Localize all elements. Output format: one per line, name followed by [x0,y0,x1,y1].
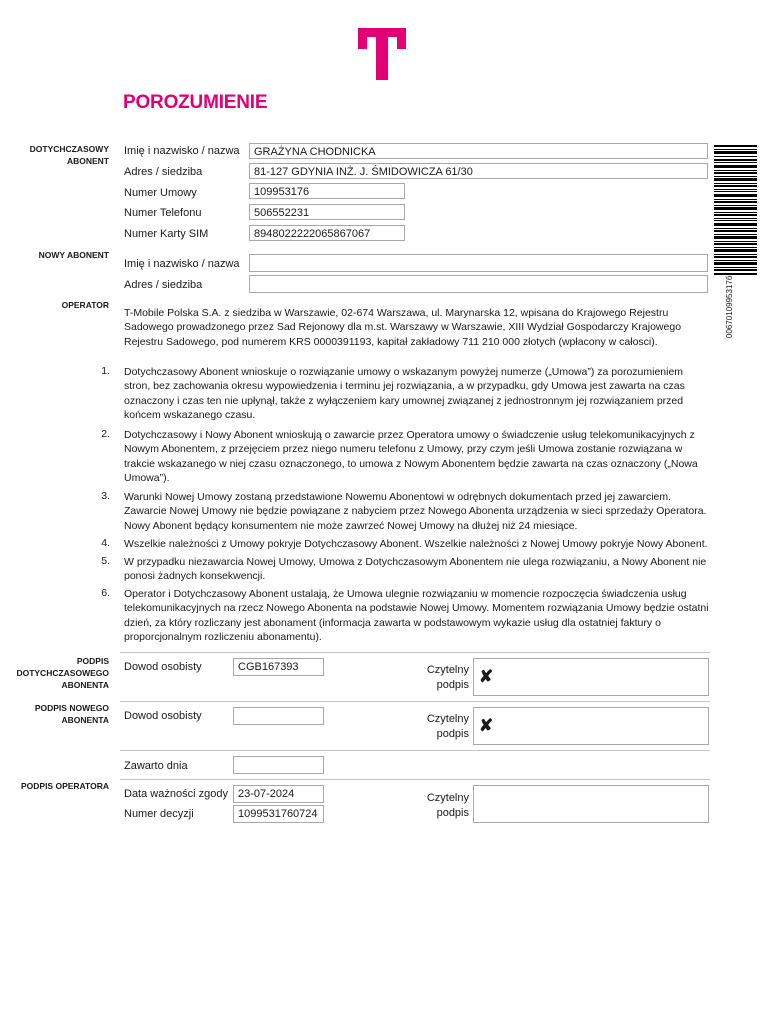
validity-date-field[interactable]: 23-07-2024 [233,785,324,803]
clause-text: Warunki Nowej Umowy zostaną przedstawione Nowemu Abonentowi w odrębnych dokumentach przed jej zawarciem. Zawarcie Nowej Umowy nie będzie powiązane z nabyciem przez Nowego Abonenta urządzenia w sieci sprzedaży Operatora. Nowy Abonent będący konsumentem nie może zawrzeć Nowej Umowy na dłużej niż 24 miesiące. [124,491,707,532]
contract-number-field[interactable]: 109953176 [249,183,405,199]
clause-number: 3. [101,490,110,502]
decision-number-field[interactable]: 1099531760724 [233,805,324,823]
current-address-field[interactable]: 81-127 GDYNIA INŻ. J. ŚMIDOWICZA 61/30 [249,163,708,179]
phone-number-field[interactable]: 506552231 [249,204,405,220]
clause-number: 4. [101,537,110,549]
clause-number: 6. [101,587,110,599]
signature-box-current[interactable] [473,658,709,696]
barcode-number: 0067010995317б [725,275,734,338]
decision-label: Numer decyzji [124,808,194,820]
clause-text: Operator i Dotychczasowy Abonent ustalają, że Umowa ulegnie rozwiązaniu w momencie rozpoczęcia świadczenia usług telekomunikacyjnych na rzecz Nowego Abonenta na podstawie Nowej Umowy. Momentem rozwiązania Umowy będzie ostatni dzień, za który rozliczany jest abonament (informacja zawarta w podstawowym wykazie usług dla ostatniej faktury o proporcjonalnym rozliczeniu abonamentu). [124,588,709,644]
barcode-image [714,145,757,275]
new-address-field[interactable] [249,275,708,293]
contract-label: Numer Umowy [124,187,197,199]
address-label: Adres / siedziba [124,166,203,178]
clause-text: Dotychczasowy i Nowy Abonent wnioskują o zawarcie przez Operatora umowy o świadczenie usług telekomunikacyjnych z Nowym Abonentem, z przejęciem przez niego numeru telefonu z Umowy, przy czym jeśli Umowa zostanie rozwiązana w trakcie wskazanego w niej czasu oznaczonego, to umowa z Nowym Abonentem będzie zawarta na czas oznaczony („Nowa Umowa”). [124,429,698,485]
sim-label: Numer Karty SIM [124,228,209,240]
id-current-field[interactable]: CGB167393 [233,658,324,676]
clause-number: 5. [101,555,110,567]
sim-number-field[interactable]: 8948022222065867067 [249,225,405,241]
readable-signature-label: Czytelny podpis [426,713,469,740]
section-sig-current: PODPIS DOTYCHCZASOWEGO ABONENTA [16,656,109,690]
signature-box-operator[interactable] [473,785,709,823]
id-label: Dowod osobisty [124,661,202,673]
section-sig-new: PODPIS NOWEGO ABONENTA [34,703,109,725]
readable-signature-label: Czytelny podpis [426,792,469,819]
new-name-field[interactable] [249,254,708,272]
clause-text: Dotychczasowy Abonent wnioskuje o rozwiązanie umowy o wskazanym powyżej numerze („Umowa”) za porozumieniem stron, bez zachowania okresu wypowiedzenia i terminu jej rozwiązania, a w przypadku, gdy Umowa jest zawarta na czas oznaczony i czas ten nie upłynął, także z wyłączeniem kary umownej związanej z jednostronnym jej rozwiązaniem przed końcem wskazanego czasu. [124,366,685,422]
clause-text: W przypadku niezawarcia Nowej Umowy, Umowa z Dotychczasowym Abonentem nie ulega rozwiązaniu, a Nowy Abonent nie ponosi żadnych konsekwencji. [124,556,707,583]
x-mark-icon: ✘ [479,716,494,735]
clause-number: 2. [101,428,110,440]
id-new-field[interactable] [233,707,324,725]
document-title: POROZUMIENIE [123,92,268,113]
readable-signature-label: Czytelny podpis [426,664,469,691]
current-name-field[interactable]: GRAŻYNA CHODNICKA [249,143,708,159]
divider [120,779,710,780]
concluded-date-field[interactable] [233,756,324,774]
phone-label: Numer Telefonu [124,207,202,219]
section-operator: OPERATOR [61,300,109,310]
section-new-subscriber: NOWY ABONENT [38,250,109,260]
divider [120,701,710,702]
section-current-subscriber: DOTYCHCZASOWY ABONENT [29,144,109,166]
name-label: Imię i nazwisko / nazwa [124,145,240,157]
divider [120,652,710,653]
clause-number: 1. [101,365,110,377]
divider [120,750,710,751]
concluded-label: Zawarto dnia [124,760,188,772]
x-mark-icon: ✘ [479,667,494,686]
clause-text: Wszelkie należności z Umowy pokryje Dotychczasowy Abonent. Wszelkie należności z Nowej Umowy pokryje Nowy Abonent. [124,538,708,550]
validity-label: Data ważności zgody [124,788,228,800]
new-address-label: Adres / siedziba [124,279,203,291]
signature-box-new[interactable] [473,707,709,745]
section-sig-operator: PODPIS OPERATORA [20,781,109,791]
t-mobile-logo [358,28,406,80]
operator-text: T-Mobile Polska S.A. z siedziba w Warszawie, 02-674 Warszawa, ul. Marynarska 12, wpisana do Krajowego Rejestru Sadowego prowadzonego przez Sad Rejonowy dla m.st. Warszawy w Warszawie, XIII Wydział Gospodarczy Krajowego Rejestru Sadowego, pod numerem KRS 0000391193, kapitał zakładowy 711 210 000 złotych (wpłacony w całosci). [124,307,682,348]
new-name-label: Imię i nazwisko / nazwa [124,258,240,270]
id-label: Dowod osobisty [124,710,202,722]
